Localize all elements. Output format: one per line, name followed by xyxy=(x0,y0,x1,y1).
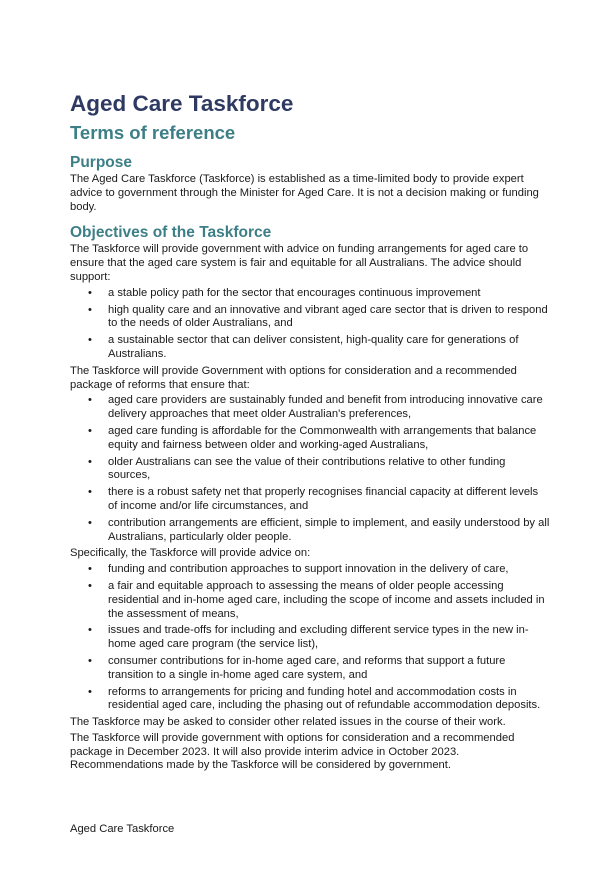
list-item: • a stable policy path for the sector that encourages continuous improvement xyxy=(70,287,550,301)
list-item: • older Australians can see the value of their contributions relative to other funding sources, xyxy=(70,456,550,484)
advice-list xyxy=(70,563,550,713)
support-list xyxy=(70,287,550,362)
list-item: • aged care funding is affordable for the Commonwealth with arrangements that balance equity and fairness between older and working-aged Australians, xyxy=(70,425,550,453)
purpose-text: The Aged Care Taskforce (Taskforce) is established as a time-limited body to provide expert advice to government through the Minister for Aged Care. It is not a decision making or funding body. xyxy=(70,173,539,213)
list-item: • consumer contributions for in-home aged care, and reforms that support a future transition to a single in-home aged care system, and xyxy=(70,655,550,683)
list-item: • issues and trade-offs for including and excluding different service types in the new in-home aged care program (the service list), xyxy=(70,624,550,652)
objectives-heading: Objectives of the Taskforce xyxy=(70,224,272,242)
document-title: Aged Care Taskforce xyxy=(70,91,294,116)
list-item: • funding and contribution approaches to support innovation in the delivery of care, xyxy=(70,563,550,577)
page-footer: Aged Care Taskforce xyxy=(70,823,175,835)
document-subtitle: Terms of reference xyxy=(70,122,236,143)
list-item: • a sustainable sector that can deliver consistent, high-quality care for generations of Australians. xyxy=(70,334,550,362)
purpose-heading: Purpose xyxy=(70,154,133,171)
reform-list xyxy=(70,394,550,544)
reform-package-intro: The Taskforce will provide Government with options for consideration and a recommended package of reforms that ensure that: xyxy=(70,364,517,391)
list-item: • there is a robust safety net that properly recognises financial capacity at different levels of income and/or life circumstances, and xyxy=(70,486,550,514)
list-item: • high quality care and an innovative and vibrant aged care sector that is driven to respond to the needs of older Australians, and xyxy=(70,304,550,332)
advice-intro: Specifically, the Taskforce will provide advice on: xyxy=(70,547,311,560)
document-page xyxy=(70,90,550,773)
objectives-intro: The Taskforce will provide government with advice on funding arrangements for aged care to ensure that the aged care system is fair and equitable for all Australians. The advice should support: xyxy=(70,243,529,283)
timeline-text: The Taskforce will provide government with options for consideration and a recommended package in December 2023. It will also provide interim advice in October 2023. Recommendations made by the Taskforce will be considered by government. xyxy=(70,731,515,772)
related-issues-text: The Taskforce may be asked to consider other related issues in the course of their work. xyxy=(70,716,506,729)
list-item: • aged care providers are sustainably funded and benefit from introducing innovative care delivery approaches that meet older Australian's preferences, xyxy=(70,394,550,422)
list-item: • contribution arrangements are efficient, simple to implement, and easily understood by all Australians, particularly older people. xyxy=(70,517,550,545)
list-item: • reforms to arrangements for pricing and funding hotel and accommodation costs in residential aged care, including the phasing out of refundable accommodation deposits. xyxy=(70,686,550,714)
list-item: • a fair and equitable approach to assessing the means of older people accessing residential and in-home aged care, including the scope of income and assets included in the assessment of means, xyxy=(70,580,550,621)
